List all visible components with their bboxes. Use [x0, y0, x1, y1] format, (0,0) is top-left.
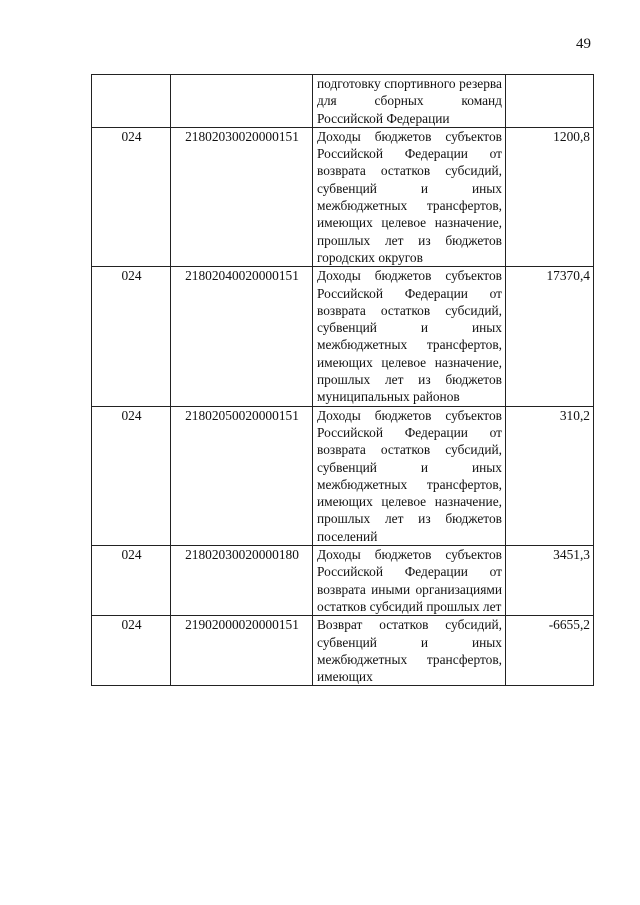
description-cell: Доходы бюджетов субъектов Российской Федерации от возврата остатков субсидий, субвенций и иных межбюджетных трансфертов, имеющих целевое назначение, прошлых лет из бюджетов городских округов	[313, 127, 506, 266]
table-row	[92, 127, 594, 266]
description-cell: подготовку спортивного резерва для сборных команд Российской Федерации	[313, 75, 506, 128]
page-number: 49	[576, 36, 591, 52]
admin-code-cell: 024	[92, 127, 171, 266]
kbk-code-cell: 21802040020000151	[171, 267, 313, 406]
amount-cell: 1200,8	[506, 127, 594, 266]
budget-table	[91, 74, 594, 686]
admin-code-cell: 024	[92, 546, 171, 616]
description-cell: Доходы бюджетов субъектов Российской Федерации от возврата иными организациями остатков субсидий прошлых лет	[313, 546, 506, 616]
kbk-code-cell: 21802030020000151	[171, 127, 313, 266]
admin-code-cell: 024	[92, 267, 171, 406]
amount-cell: 310,2	[506, 406, 594, 545]
amount-cell: -6655,2	[506, 616, 594, 686]
admin-code-cell: 024	[92, 406, 171, 545]
description-cell: Возврат остатков субсидий, субвенций и иных межбюджетных трансфертов, имеющих	[313, 616, 506, 686]
amount-cell: 17370,4	[506, 267, 594, 406]
description-cell: Доходы бюджетов субъектов Российской Федерации от возврата остатков субсидий, субвенций и иных межбюджетных трансфертов, имеющих целевое назначение, прошлых лет из бюджетов муниципальных районов	[313, 267, 506, 406]
table-row	[92, 546, 594, 616]
admin-code-cell	[92, 75, 171, 128]
table-row	[92, 267, 594, 406]
kbk-code-cell: 21802030020000180	[171, 546, 313, 616]
kbk-code-cell	[171, 75, 313, 128]
admin-code-cell: 024	[92, 616, 171, 686]
table-row	[92, 616, 594, 686]
table-row	[92, 75, 594, 128]
kbk-code-cell: 21802050020000151	[171, 406, 313, 545]
amount-cell	[506, 75, 594, 128]
amount-cell: 3451,3	[506, 546, 594, 616]
table-row	[92, 406, 594, 545]
description-cell: Доходы бюджетов субъектов Российской Федерации от возврата остатков субсидий, субвенций и иных межбюджетных трансфертов, имеющих целевое назначение, прошлых лет из бюджетов поселений	[313, 406, 506, 545]
kbk-code-cell: 21902000020000151	[171, 616, 313, 686]
